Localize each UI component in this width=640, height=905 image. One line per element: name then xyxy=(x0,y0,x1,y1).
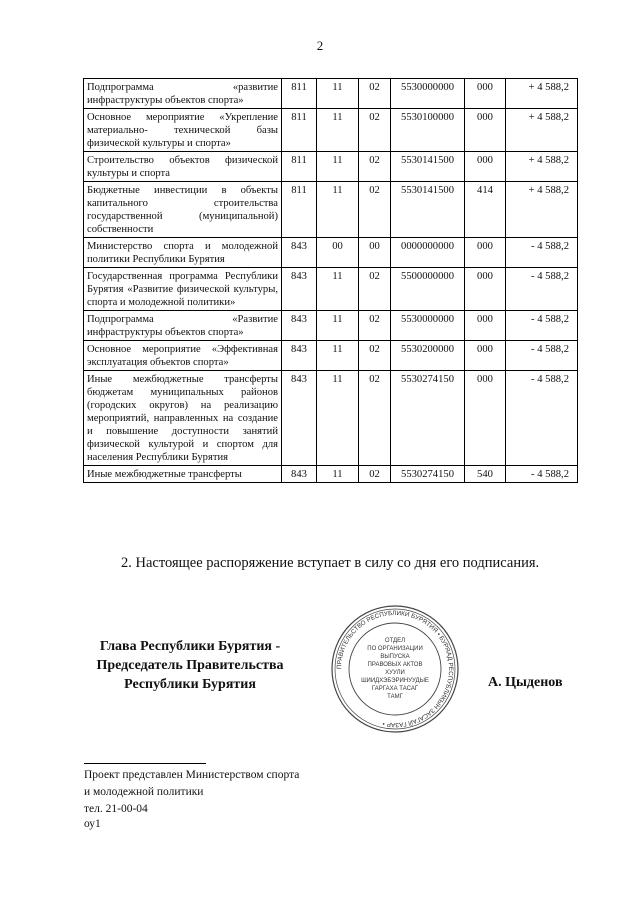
cell-subsection: 02 xyxy=(359,268,391,311)
cell-amount: + 4 588,2 xyxy=(506,79,578,109)
cell-subsection: 02 xyxy=(359,371,391,466)
cell-section: 11 xyxy=(317,466,359,483)
table-row xyxy=(84,311,578,341)
table-row xyxy=(84,152,578,182)
seal-ring-text: ПРАВИТЕЛЬСТВО РЕСПУБЛИКИ БУРЯТИЯ • БУРЯАД РЕСПУБЛИКЫН ЗАСАГАЙ ГАЗАР • xyxy=(335,609,455,729)
cell-name: Государственная программа Республики Бурятия «Развитие физической культуры, спорта и молодежной политики» xyxy=(84,268,282,311)
table-row xyxy=(84,182,578,238)
cell-amount: - 4 588,2 xyxy=(506,268,578,311)
table-row xyxy=(84,238,578,268)
cell-name: Основное мероприятие «Эффективная эксплуатация объектов спорта» xyxy=(84,341,282,371)
table-row xyxy=(84,268,578,311)
cell-section: 11 xyxy=(317,341,359,371)
clause-2: 2. Настоящее распоряжение вступает в силу со дня его подписания. xyxy=(121,555,540,571)
cell-subsection: 02 xyxy=(359,466,391,483)
table-row xyxy=(84,79,578,109)
cell-target: 5530000000 xyxy=(391,311,465,341)
cell-expense-type: 540 xyxy=(465,466,506,483)
cell-target: 5530274150 xyxy=(391,371,465,466)
table-row xyxy=(84,371,578,466)
signatory-name: А. Цыденов xyxy=(488,675,563,690)
seal-center-line: ТАМГ xyxy=(387,694,403,700)
cell-expense-type: 000 xyxy=(465,79,506,109)
cell-expense-type: 414 xyxy=(465,182,506,238)
seal-center-line: ОТДЕЛ xyxy=(384,638,406,644)
cell-section: 11 xyxy=(317,109,359,152)
cell-amount: - 4 588,2 xyxy=(506,371,578,466)
cell-ministry: 811 xyxy=(282,109,317,152)
cell-name: Подпрограмма «Развитие инфраструктуры объектов спорта» xyxy=(84,311,282,341)
footnote-divider xyxy=(84,763,206,764)
cell-name: Основное мероприятие «Укрепление материально- технической базы физической культуры и спорта» xyxy=(84,109,282,152)
cell-ministry: 843 xyxy=(282,371,317,466)
cell-amount: - 4 588,2 xyxy=(506,466,578,483)
cell-section: 11 xyxy=(317,182,359,238)
cell-expense-type: 000 xyxy=(465,311,506,341)
cell-amount: - 4 588,2 xyxy=(506,341,578,371)
cell-section: 11 xyxy=(317,79,359,109)
table-row xyxy=(84,466,578,483)
table-row xyxy=(84,341,578,371)
cell-expense-type: 000 xyxy=(465,152,506,182)
cell-section: 11 xyxy=(317,152,359,182)
cell-amount: - 4 588,2 xyxy=(506,238,578,268)
footnote-line: Проект представлен Министерством спорта xyxy=(84,769,300,781)
seal-center-line: ПРАВОВЫХ АКТОВ xyxy=(367,662,423,668)
footnote-line: и молодежной политики xyxy=(84,786,204,798)
cell-target: 5530141500 xyxy=(391,182,465,238)
cell-expense-type: 000 xyxy=(465,371,506,466)
signatory-title-line: Председатель Правительства xyxy=(96,658,284,673)
cell-target: 5530200000 xyxy=(391,341,465,371)
footnote xyxy=(84,767,299,818)
page-number: 2 xyxy=(316,38,324,53)
budget-table xyxy=(83,78,578,483)
table-body xyxy=(84,79,578,483)
cell-target: 5530141500 xyxy=(391,152,465,182)
cell-ministry: 811 xyxy=(282,152,317,182)
cell-name: Бюджетные инвестиции в объекты капитального строительства государственной (муниципальной) собственности xyxy=(84,182,282,238)
cell-subsection: 02 xyxy=(359,182,391,238)
seal-center-line: ГАРГАХА ТАСАГ xyxy=(371,686,419,692)
cell-name: Иные межбюджетные трансферты бюджетам муниципальных районов (городских округов) на реализацию мероприятий, направленных на создание и повышение доступности занятий физической культурой и спортом для населения Республики Бурятия xyxy=(84,371,282,466)
cell-subsection: 02 xyxy=(359,341,391,371)
cell-amount: - 4 588,2 xyxy=(506,311,578,341)
cell-amount: + 4 588,2 xyxy=(506,182,578,238)
cell-expense-type: 000 xyxy=(465,341,506,371)
cell-section: 00 xyxy=(317,238,359,268)
cell-ministry: 811 xyxy=(282,182,317,238)
document-code: оу1 xyxy=(84,818,101,830)
cell-name: Иные межбюджетные трансферты xyxy=(84,466,282,483)
cell-ministry: 811 xyxy=(282,79,317,109)
cell-amount: + 4 588,2 xyxy=(506,109,578,152)
cell-subsection: 02 xyxy=(359,109,391,152)
seal-center-line: ВЫПУСКА xyxy=(380,654,410,660)
seal-center-line: ШИИДХЭБЭРИНУУДЫЕ xyxy=(361,678,429,684)
cell-ministry: 843 xyxy=(282,466,317,483)
signatory-title-line: Глава Республики Бурятия - xyxy=(99,639,281,654)
cell-subsection: 00 xyxy=(359,238,391,268)
cell-target: 5530274150 xyxy=(391,466,465,483)
cell-subsection: 02 xyxy=(359,79,391,109)
cell-name: Подпрограмма «развитие инфраструктуры объектов спорта» xyxy=(84,79,282,109)
cell-name: Строительство объектов физической культуры и спорта xyxy=(84,152,282,182)
cell-section: 11 xyxy=(317,268,359,311)
cell-subsection: 02 xyxy=(359,311,391,341)
cell-name: Министерство спорта и молодежной политики Республики Бурятия xyxy=(84,238,282,268)
cell-section: 11 xyxy=(317,311,359,341)
footnote-line: тел. 21-00-04 xyxy=(84,803,148,815)
cell-ministry: 843 xyxy=(282,311,317,341)
official-seal-stamp xyxy=(330,604,460,734)
signatory-title-line: Республики Бурятия xyxy=(124,677,256,692)
cell-ministry: 843 xyxy=(282,341,317,371)
cell-ministry: 843 xyxy=(282,238,317,268)
seal-center-line: ПО ОРГАНИЗАЦИИ xyxy=(367,646,423,652)
cell-target: 5500000000 xyxy=(391,268,465,311)
cell-target: 0000000000 xyxy=(391,238,465,268)
cell-amount: + 4 588,2 xyxy=(506,152,578,182)
cell-expense-type: 000 xyxy=(465,268,506,311)
cell-expense-type: 000 xyxy=(465,109,506,152)
signatory-title xyxy=(70,637,310,694)
cell-expense-type: 000 xyxy=(465,238,506,268)
cell-target: 5530100000 xyxy=(391,109,465,152)
cell-section: 11 xyxy=(317,371,359,466)
cell-target: 5530000000 xyxy=(391,79,465,109)
cell-ministry: 843 xyxy=(282,268,317,311)
cell-subsection: 02 xyxy=(359,152,391,182)
seal-center-line: ХУУЛИ xyxy=(385,670,405,676)
table-row xyxy=(84,109,578,152)
